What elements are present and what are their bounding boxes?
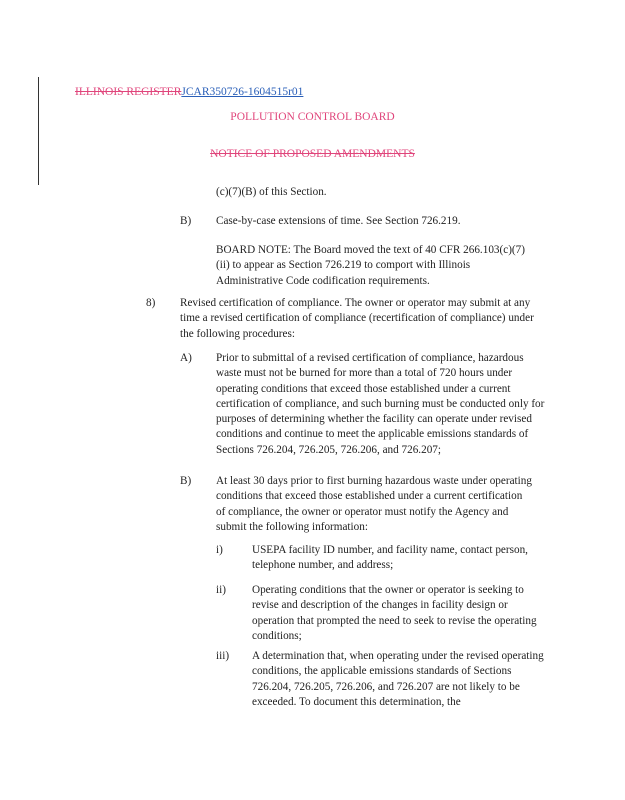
register-deleted-text: ILLINOIS REGISTER (75, 86, 182, 98)
item-8-text: Revised certification of compliance. The owner or operator may submit at any time a revised certification of compliance (recertification of compliance) under the following procedures: (180, 297, 534, 340)
change-bar (38, 77, 39, 185)
item-a-text: Prior to submittal of a revised certification of compliance, hazardous waste must not be burned for more than a total of 720 hours under operating conditions that exceed those established under a current certification of compliance, and such burning must be conducted only for purposes of determining whether the facility can operate under revised conditions and continue to meet the applicable emissions standards of Sections 726.204, 726.205, 726.206, and 726.207; (216, 352, 545, 456)
item-b1-text: Case-by-case extensions of time. See Section 726.219. (216, 215, 461, 227)
notice-title: NOTICE OF PROPOSED AMENDMENTS (210, 148, 415, 160)
item-i-text: USEPA facility ID number, and facility name, contact person, telephone number, and address; (252, 544, 528, 572)
board-title: POLLUTION CONTROL BOARD (230, 111, 395, 123)
item-a-label: A) (180, 352, 192, 364)
board-note: BOARD NOTE: The Board moved the text of 40 CFR 266.103(c)(7)(ii) to appear as Section 726.219 to comport with Illinois Administrative Code codification requirements. (216, 244, 525, 287)
register-inserted-text: JCAR350726-1604515r01 (181, 86, 304, 98)
item-iii-label: iii) (216, 650, 230, 662)
continuation-line: (c)(7)(B) of this Section. (216, 186, 327, 198)
item-8-label: 8) (146, 297, 156, 309)
item-b2-label: B) (180, 475, 192, 487)
register-header (75, 85, 303, 99)
item-ii-text: Operating conditions that the owner or operator is seeking to revise and description of the changes in facility design or operation that prompted the need to seek to revise the operating conditions; (252, 584, 537, 642)
item-i-label: i) (216, 544, 223, 556)
item-b1-label: B) (180, 215, 192, 227)
item-b2-text: At least 30 days prior to first burning hazardous waste under operating conditions that exceed those established under a current certification of compliance, the owner or operator must notify the Agency and submit the following information: (216, 475, 532, 533)
item-iii-text: A determination that, when operating under the revised operating conditions, the applicable emissions standards of Sections 726.204, 726.205, 726.206, and 726.207 are not likely to be exceeded. To document this determination, the (252, 650, 544, 708)
item-ii-label: ii) (216, 584, 226, 596)
